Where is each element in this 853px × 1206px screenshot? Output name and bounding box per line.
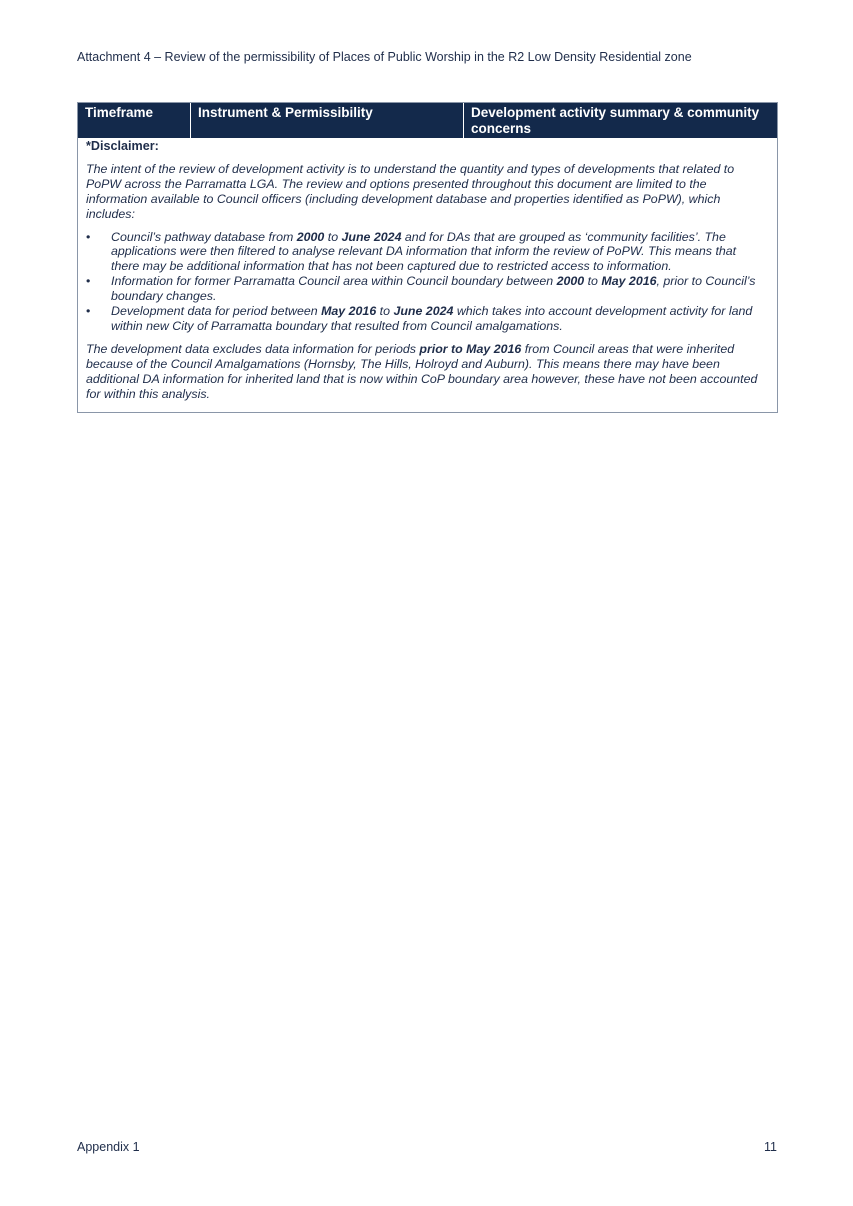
table-header-row — [78, 103, 777, 138]
review-table — [77, 102, 778, 413]
disclaimer-title: *Disclaimer: — [86, 139, 159, 153]
disclaimer-intro: The intent of the review of development activity is to understand the quantity and types of developments that related to PoPW across the Parramatta LGA. The review and options presented throughout this document are limited to the information available to Council officers (including development database and properties identified as PoPW), which includes: — [86, 161, 735, 221]
list-item: • Council’s pathway database from 2000 to June 2024 and for DAs that are grouped as ‘community facilities’. The applications were then filtered to analyse relevant DA information that inform the review of PoPW. This means that there may be additional information that has not been captured due to restricted access to information. — [86, 229, 737, 274]
disclaimer-bullet-list — [86, 230, 763, 334]
page-header: Attachment 4 – Review of the permissibility of Places of Public Worship in the R2 Low Density Residential zone — [77, 50, 692, 64]
footer-appendix-label: Appendix 1 — [77, 1140, 140, 1154]
bullet-icon: • — [86, 304, 91, 319]
bullet-icon: • — [86, 229, 91, 244]
bullet-icon: • — [86, 274, 91, 289]
column-header-instrument: Instrument & Permissibility — [191, 103, 464, 138]
list-item: • Information for former Parramatta Council area within Council boundary between 2000 to May 2016, prior to Council’s boundary changes. — [86, 274, 756, 304]
column-header-timeframe: Timeframe — [78, 103, 191, 138]
disclaimer-closing: The development data excludes data information for periods prior to May 2016 from Council areas that were inherited because of the Council Amalgamations (Hornsby, The Hills, Holroyd and Auburn). This means there may have been additional DA information for inherited land that is now within CoP boundary area however, these have not been accounted for within this analysis. — [86, 341, 758, 401]
footer-page-number: 11 — [764, 1140, 777, 1154]
column-header-development-activity: Development activity summary & community concerns — [471, 105, 760, 136]
list-item: • Development data for period between May 2016 to June 2024 which takes into account development activity for land within new City of Parramatta boundary that resulted from Council amalgamations. — [86, 304, 753, 333]
disclaimer-cell — [78, 138, 777, 412]
